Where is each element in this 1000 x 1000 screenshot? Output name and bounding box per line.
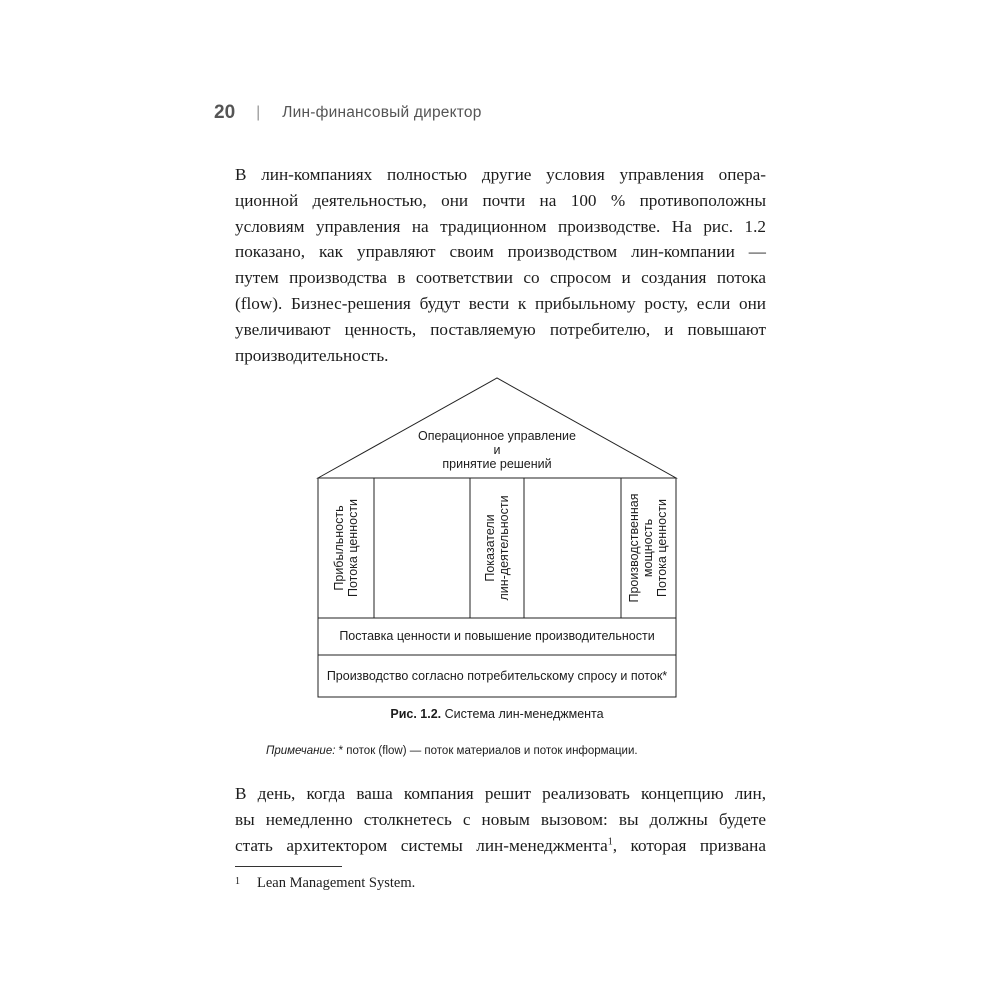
footnote-reference[interactable]: 1 — [607, 835, 613, 847]
caption-text: Система лин-менеджмента — [444, 707, 604, 721]
paragraph-intro — [235, 162, 766, 368]
footnote-number: 1 — [235, 876, 240, 887]
paragraph-architect — [235, 781, 766, 858]
pillar-middle-line2: лин-деятельности — [497, 495, 511, 601]
paragraph-line: условиям управления на традиционном производстве. На рис. 1.2 — [235, 216, 766, 236]
page-number: 20 — [214, 102, 236, 123]
paragraph-line: В лин-компаниях полностью другие условия управления опера- — [235, 165, 766, 184]
roof-label-line1: Операционное управление — [418, 429, 576, 443]
paragraph-line — [235, 833, 766, 859]
lean-house-diagram — [300, 370, 700, 705]
pillar-left-line1: Прибыльность — [332, 505, 346, 591]
note-label: Примечание: — [266, 745, 336, 757]
paragraph-line-part: , которая призвана — [612, 835, 766, 855]
roof-label-line2: и — [493, 443, 501, 457]
paragraph-line: путем производства в соответствии со спросом и создания потока — [235, 268, 766, 288]
pillar-middle-line1: Показатели — [483, 514, 497, 582]
pillar-right-line2: мощность — [641, 518, 655, 578]
figure-note — [266, 745, 638, 757]
running-header — [214, 99, 482, 127]
pillar-capacity-label — [627, 493, 669, 602]
figure-caption — [300, 707, 694, 721]
paragraph-line: увеличивают ценность, поставляемую потребителю, и повышают — [235, 319, 766, 339]
paragraph-line: показано, как управляют своим производством лин-компании — — [235, 242, 766, 262]
paragraph-line: В день, когда ваша компания решит реализовать концепцию лин, — [235, 784, 766, 803]
roof-label-line3: принятие решений — [442, 457, 552, 471]
base-lower-label: Производство согласно потребительскому спросу и поток* — [326, 669, 668, 683]
pillar-profitability-label — [332, 499, 360, 597]
paragraph-line-part: стать архитектором системы лин-менеджмента — [235, 835, 608, 855]
paragraph-line: вы немедленно столкнетесь с новым вызовом: вы должны будете — [235, 809, 766, 829]
footnote-text: Lean Management System. — [257, 875, 416, 891]
paragraph-line: (flow). Бизнес-решения будут вести к прибыльному росту, если они — [235, 293, 766, 313]
pillar-left-line2: Потока ценности — [346, 498, 360, 598]
footnote-rule — [235, 866, 342, 867]
pillar-lean-metrics-label — [483, 495, 511, 600]
running-title: Лин-финансовый директор — [282, 104, 482, 121]
header-separator: | — [256, 104, 261, 121]
note-text: * поток (flow) — поток материалов и поток информации. — [338, 745, 638, 757]
paragraph-line: ционной деятельностью, они почти на 100 % противоположны — [235, 190, 766, 210]
caption-label: Рис. 1.2. — [390, 707, 442, 721]
base-upper-label: Поставка ценности и повышение производительности — [339, 629, 655, 643]
pillar-right-line3: Потока ценности — [655, 498, 669, 598]
footnote — [235, 875, 415, 892]
paragraph-line: производительность. — [235, 345, 389, 365]
pillar-right-line1: Производственная — [627, 493, 641, 603]
